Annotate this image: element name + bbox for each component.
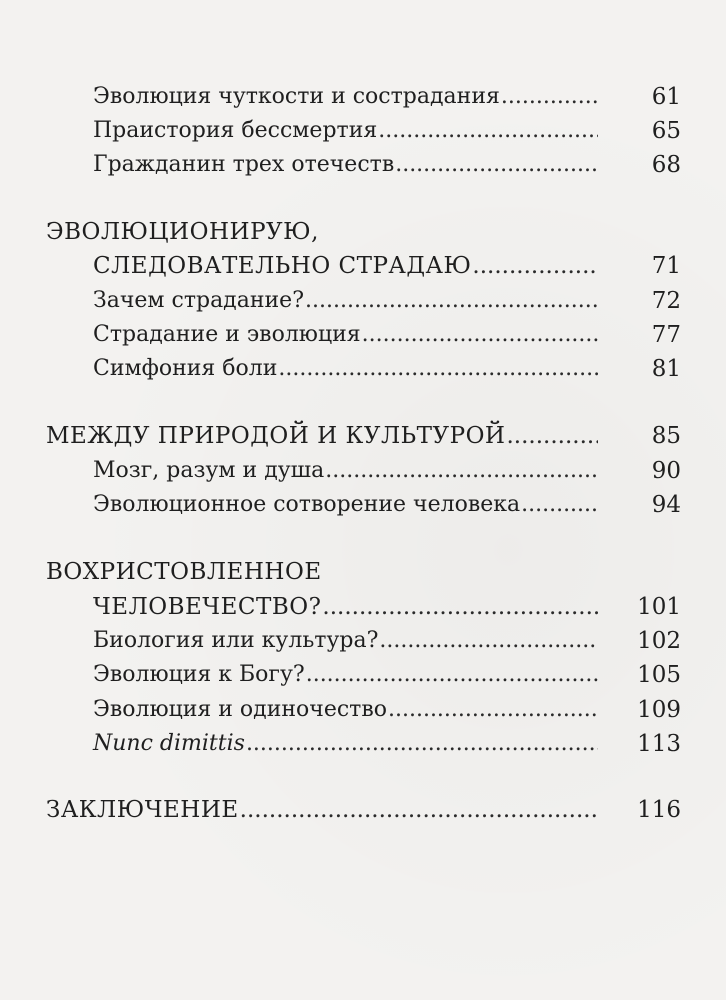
toc-page-number: 81 — [651, 356, 681, 382]
dot-leader — [394, 154, 598, 176]
toc-entry — [93, 120, 598, 142]
dot-leader — [321, 596, 598, 619]
toc-entry — [93, 86, 598, 108]
toc-page-number: 72 — [651, 288, 681, 314]
toc-entry-title: Nunc dimittis — [93, 731, 245, 756]
toc-entry-title: Биология или культура? — [93, 628, 379, 653]
dot-leader — [387, 699, 598, 721]
dot-leader — [305, 664, 598, 686]
toc-entry-title: Праистория бессмертия — [93, 118, 378, 143]
dot-leader — [471, 255, 598, 278]
toc-entry — [93, 324, 598, 346]
toc-page-number: 71 — [651, 253, 681, 279]
toc-entry — [93, 290, 598, 312]
toc-entry — [93, 494, 598, 516]
dot-leader — [239, 799, 598, 822]
toc-entry — [93, 460, 598, 482]
toc-page-number: 113 — [637, 731, 681, 757]
toc-entry — [93, 630, 598, 652]
toc-entry-title: Эволюционное сотворение человека — [93, 492, 521, 517]
dot-leader — [378, 630, 598, 652]
toc-entry-title: ЗАКЛЮЧЕНИЕ — [46, 797, 239, 823]
dot-leader — [500, 86, 598, 108]
toc-entry-title: Гражданин трех отечеств — [93, 152, 395, 177]
toc-entry — [93, 733, 598, 755]
dot-leader — [520, 494, 598, 516]
toc-page-number: 94 — [651, 492, 681, 518]
toc-entry-title: МЕЖДУ ПРИРОДОЙ И КУЛЬТУРОЙ — [46, 423, 506, 449]
toc-page-number: 61 — [651, 84, 681, 110]
toc-page-number: 109 — [637, 697, 681, 723]
toc-entry — [93, 358, 598, 380]
toc-entry-title: Эволюция к Богу? — [93, 662, 305, 687]
toc-page-number: 116 — [637, 797, 681, 823]
dot-leader — [304, 290, 598, 312]
toc-page-number: 102 — [637, 628, 681, 654]
dot-leader — [277, 358, 598, 380]
dot-leader — [324, 460, 598, 482]
toc-entry-title: Эволюция и одиночество — [93, 697, 387, 722]
toc-entry-title: ЧЕЛОВЕЧЕСТВО? — [93, 594, 322, 620]
toc-entry-title: Симфония боли — [93, 356, 278, 381]
toc-entry-title: Зачем страдание? — [93, 288, 304, 313]
toc-page-number: 65 — [651, 118, 681, 144]
dot-leader — [361, 324, 598, 346]
toc-entry-title: Страдание и эволюция — [93, 322, 361, 347]
toc-entry — [46, 425, 598, 448]
toc-page-number: 85 — [651, 423, 681, 449]
toc-entry-title: Эволюция чуткости и сострадания — [93, 84, 500, 109]
toc-entry-title: СЛЕДОВАТЕЛЬНО СТРАДАЮ — [93, 253, 472, 279]
toc-entry — [46, 799, 598, 822]
toc-entry — [93, 699, 598, 721]
toc-page-number: 90 — [651, 458, 681, 484]
toc-page-number: 101 — [637, 594, 681, 620]
dot-leader — [506, 425, 599, 448]
toc-page-number: 77 — [651, 322, 681, 348]
toc-page-number: 105 — [637, 662, 681, 688]
toc-section-heading: ВОХРИСТОВЛЕННОЕ — [46, 559, 322, 585]
toc-entry-title: Мозг, разум и душа — [93, 458, 325, 483]
toc-entry — [93, 664, 598, 686]
toc-section-heading: ЭВОЛЮЦИОНИРУЮ, — [46, 219, 319, 245]
dot-leader — [377, 120, 598, 142]
dot-leader — [245, 733, 598, 755]
toc-entry — [93, 596, 598, 619]
toc-entry — [93, 154, 598, 176]
toc-entry — [93, 255, 598, 278]
toc-page-number: 68 — [651, 152, 681, 178]
